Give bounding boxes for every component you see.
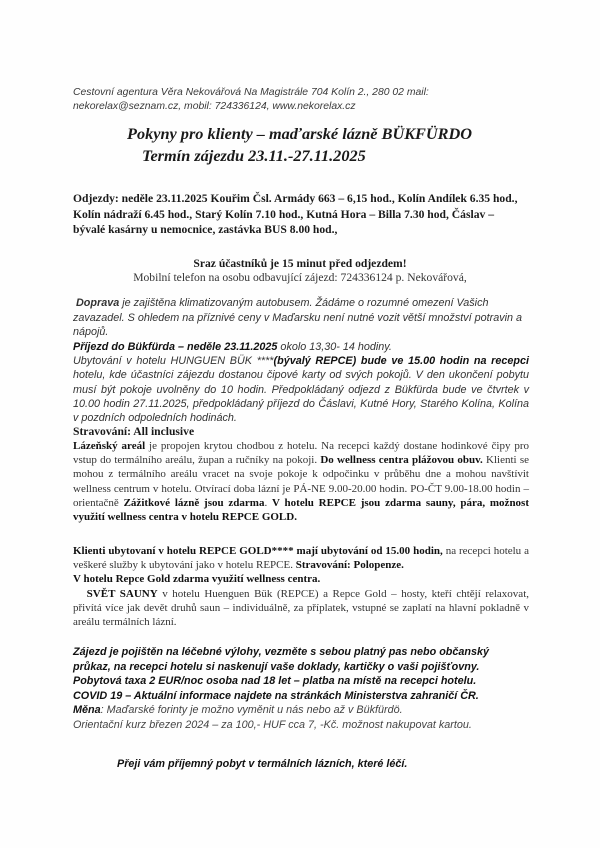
document-title: Pokyny pro klienty – maďarské lázně BÜKFÜRDO (127, 124, 473, 143)
covid-info: COVID 19 – Aktuální informace najdete na stránkách Ministerstva zahraničí ČR. (73, 689, 479, 702)
spa-repce-note: V hotelu REPCE jsou zdarma sauny, pára, možnost využití wellness centra v hotelu REPCE GOLD. (73, 496, 530, 524)
accommodation-details: hotelu, kde účastníci zájezdu dostanou čipové karty od svých pokojů. V den ukončení pobytu musí být pokoje uvolněny do 10 hodin. Předpokládaný odjezd z Bükfürda bude ve čtvrtek v 10.00 hodin 27.11.2025, předpokládaný příjezd do Čáslavi, Kutné Hory, Starého Kolína, Kolína v pozdních odpoledních hodinách. (73, 369, 529, 425)
spa-text-3: . (264, 496, 272, 509)
meeting-notice: Sraz účastníků je 15 minut před odjezdem! (193, 257, 407, 270)
accommodation-hotel: Ubytování v hotelu HUNGUEN BÜK **** (73, 355, 274, 368)
agency-header (73, 86, 529, 114)
agency-address: Cestovní agentura Věra Nekovářová Na Magistrále 704 Kolín 2., 280 02 mail: (73, 87, 429, 98)
meals-info: Stravování: All inclusive (73, 425, 195, 438)
spa-lead: Lázeňský areál (73, 440, 146, 452)
agency-contacts: nekorelax@seznam.cz, mobil: 724336124, www.nekorelax.cz (73, 101, 356, 112)
insurance-section (73, 645, 529, 732)
departures-paragraph: Odjezdy: neděle 23.11.2025 Kouřim Čsl. Armády 663 – 6,15 hod., Kolín Andílek 6.35 hod., Kolín nádraží 6.45 hod., Starý Kolín 7.10 hod., Kutná Hora – Billa 7.30 hod, Čáslav – bývalé kasárny u nemocnice, zastávka BUS 8.00 hod., (73, 192, 518, 236)
contact-phone: Mobilní telefon na osobu odbavující zájezd: 724336124 p. Nekovářová, (133, 271, 467, 284)
transport-text: je zajištěna klimatizovaným autobusem. Žádáme o rozumné omezení Vašich zavazadel. S ohledem na příznivé ceny v Maďarsku není nutné vozit větší množství potravin a nápojů. (73, 297, 523, 338)
currency-info (73, 703, 529, 718)
trip-dates: Termín zájezdu 23.11.-27.11.2025 (142, 146, 366, 165)
gold-text-1: na recepci hotelu a veškeré služby k ubytování jako v hotelu REPCE. (73, 545, 529, 572)
gold-checkin: Klienti ubytovaní v hotelu REPCE GOLD**** mají ubytování od 15.00 hodin, (73, 545, 443, 557)
farewell-note: Přeji vám příjemný pobyt v termálních lázních, které léčí. (117, 758, 408, 770)
sauna-world-lead: SVĚT SAUNY (86, 587, 158, 600)
gold-hotel-paragraph (73, 544, 529, 629)
accommodation-checkin: (bývalý REPCE) bude ve 15.00 hodin na recepci (273, 355, 529, 368)
currency-lead: Měna (73, 704, 101, 716)
gold-meals: Stravování: Polopenze. (295, 559, 404, 572)
gold-wellness: V hotelu Repce Gold zdarma využití wellness centra. (73, 573, 321, 586)
transport-paragraph (73, 296, 529, 340)
arrival-lead: Příjezd do Bükfürda – neděle 23.11.2025 (73, 341, 278, 353)
spa-text-2: Klienti se mohou z termálního areálu vracet na svoje pokoje k odpočinku v průběhu dne a mohou navštívit wellness centrum v hotelu. Otvírací doba lázní je PÁ-NE 9.00-20.00 hodin. PO-ČT 9.00-18.00 hodin – orientačně (73, 454, 529, 509)
spa-footwear-note: Do wellness centra plážovou obuv. (320, 454, 483, 467)
arrival-paragraph (73, 340, 529, 425)
spa-text-1: je propojen krytou chodbou z hotelu. Na recepci každý dostane hodinkové čipy pro vstup do termálního areálu, župan a ručníky na pokoji. (73, 440, 529, 467)
exchange-rate: Orientační kurz březen 2024 – za 100,- HUF cca 7, -Kč. možnost nakupovat kartou. (73, 718, 472, 731)
spa-free-note: Zážitkové lázně jsou zdarma (123, 496, 265, 509)
spa-paragraph (73, 439, 529, 524)
tourist-tax: Pobytová taxa 2 EUR/noc osoba nad 18 let – platba na místě na recepci hotelu. (73, 675, 477, 687)
arrival-time: okolo 13,30- 14 hodiny. (277, 341, 392, 353)
currency-text: : Maďarské forinty je možno vyměnit u nás nebo až v Bükfürdö. (100, 704, 403, 716)
insurance-note: Zájezd je pojištěn na léčebné výlohy, vezměte s sebou platný pas nebo občanský průkaz, na recepci hotelu si naskenují vaše doklady, kartičky o vaši pojišťovny. (73, 646, 490, 673)
sauna-world-text: v hotelu Huenguen Bük (REPCE) a Repce Gold – hosty, kteří chtějí relaxovat, přivítá více jak devět druhů saun – individuálně, za příplatek, vstupné se zaplatí na hlavní pokladně v areálu termálních lázní. (73, 587, 529, 629)
meeting-info (0, 257, 600, 285)
transport-lead: Doprava (76, 297, 120, 309)
